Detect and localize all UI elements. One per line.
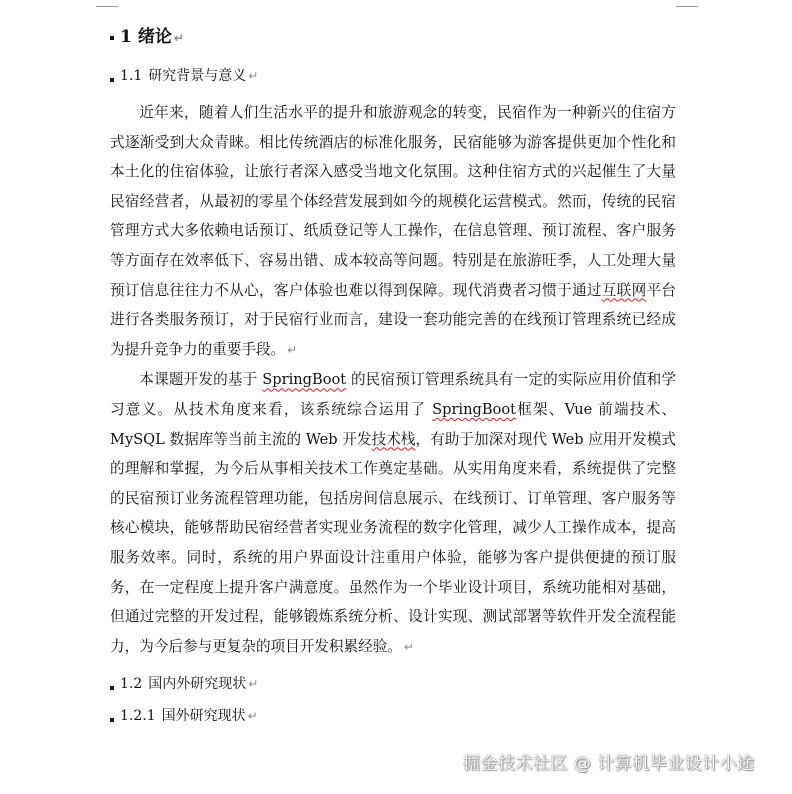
paragraph-text: 平台进行各类服务预订，对于民宿行业而言，建设一套功能完善的在线预订管理系统已经成为提升竞争力的重要手段。 xyxy=(110,281,676,358)
heading-number: 1.2 xyxy=(120,676,143,693)
heading-1[interactable] xyxy=(110,22,676,52)
body-paragraph-2[interactable] xyxy=(110,365,676,662)
watermark: 掘金技术社区 @ 计算机毕业设计小途 xyxy=(463,754,755,774)
paragraph-text: ，有助于加深对现代 Web 应用开发模式的理解和掌握，为今后从事相关技术工作奠定基础。从实用角度来看，系统提供了完整的民宿预订业务流程管理功能，包括房间信息展示、在线预订、订单管理、客户服务等核心模块，能够帮助民宿经营者实现业务流程的数字化管理，减少人工操作成本，提高服务效率。同时，系统的用户界面设计注重用户体验，能够为客户提供便捷的预订服务，在一定程度上提升客户满意度。虽然作为一个毕业设计项目，系统功能相对基础，但通过完整的开发过程，能够锻炼系统分析、设计实现、测试部署等软件开发全流程能力，为今后参与更复杂的项目开发积累经验。 xyxy=(110,430,676,655)
page-corner-mark-right xyxy=(676,0,698,7)
heading-title: 绪论 xyxy=(137,27,172,47)
paragraph-mark-icon: ↵ xyxy=(403,639,414,654)
paragraph-mark-icon: ↵ xyxy=(248,69,259,83)
spelling-flag[interactable]: SpringBoot xyxy=(432,400,516,418)
paragraph-text: 的民宿预订管理系统具有一定的实际应用价值和学习意义。从技术角度来看，该系统综合运用了 xyxy=(110,371,676,418)
heading-number: 1 xyxy=(120,27,132,47)
paragraph-mark-icon: ↵ xyxy=(247,709,258,724)
grammar-flag[interactable]: 互联网 xyxy=(601,281,647,299)
paragraph-mark-icon: ↵ xyxy=(248,677,259,692)
body-paragraph-1[interactable] xyxy=(110,98,676,365)
paragraph-text: 近年来，随着人们生活水平的提升和旅游观念的转变，民宿作为一种新兴的住宿方式逐渐受到大众青睐。相比传统酒店的标准化服务，民宿能够为游客提供更加个性化和本土化的住宿体验，让旅行者深入感受当地文化氛围。这种住宿方式的兴起催生了大量民宿经营者，从最初的零星个体经营发展到如今的规模化运营模式。然而，传统的民宿管理方式大多依赖电话预订、纸质登记等人工操作，在信息管理、预订流程、客户服务等方面存在效率低下、容易出错、成本较高等问题。特别是在旅游旺季，人工处理大量预订信息往往力不从心，客户体验也难以得到保障。现代消费者习惯于通过 xyxy=(110,104,676,299)
document-page[interactable] xyxy=(110,22,676,730)
heading-title: 研究背景与意义 xyxy=(148,68,247,84)
paragraph-text: 本课题开发的基于 xyxy=(139,371,263,389)
spelling-flag[interactable]: SpringBoot xyxy=(262,371,347,389)
heading-number: 1.1 xyxy=(120,68,143,84)
heading-title: 国外研究现状 xyxy=(161,708,246,725)
heading-title: 国内外研究现状 xyxy=(148,676,247,693)
paragraph-mark-icon: ↵ xyxy=(287,342,298,357)
heading-1-2[interactable] xyxy=(110,670,676,698)
heading-1-2-1[interactable] xyxy=(110,702,676,730)
page-corner-mark-left xyxy=(96,0,118,7)
heading-number: 1.2.1 xyxy=(120,708,156,725)
paragraph-text: 框架、Vue 前端技术、MySQL 数据库等当前主流的 Web 开发 xyxy=(110,400,676,448)
grammar-flag[interactable]: 技术栈 xyxy=(371,430,416,448)
paragraph-mark-icon: ↵ xyxy=(173,31,184,45)
heading-1-1[interactable] xyxy=(110,62,676,90)
